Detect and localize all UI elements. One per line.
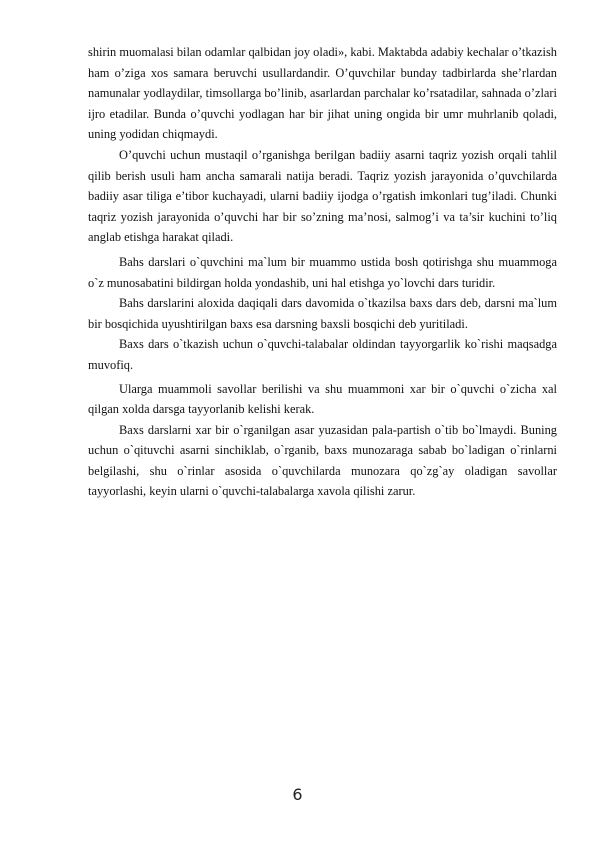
paragraph-2: O’quvchi uchun mustaqil o’rganishga berilgan badiiy asarni taqriz yozish orqali tahlil qilib berish usuli ham ancha samarali natija beradi. Taqriz yozish jarayonida o’quvchilarda badiiy asar tiliga e’tibor kuchayadi, ularni badiiy ijodga o’rgatish imkonlari tug’iladi. Chunki taqriz yozish jarayonida o’quvchi har bir so’zning ma’nosi, salmog’i va ta’sir kuchini to’liq anglab etishga harakat qiladi. [88,147,557,245]
paragraph-5: Baxs dars o`tkazish uchun o`quvchi-talabalar oldindan tayyorgarlik ko`rishi maqsadga muvofiq. [88,337,557,372]
paragraph-7: Baxs darslarni xar bir o`rganilgan asar yuzasidan pala-partish o`tib bo`lmaydi. Buning uchun o`qituvchi asarni sinchiklab, o`rganib, baxs munozaraga sabab bo`ladigan o`rinlarni belgilashi, shu o`rinlar asosida o`quvchilarda munozara qo`zg`ay oladigan savollar tayyorlashi, keyin ularni o`quvchi-talabalarga xavola qilishi zarur. [88,422,557,499]
paragraph-4: Bahs darslarini aloxida daqiqali dars davomida o`tkazilsa baxs dars deb, darsni ma`lum bir bosqichida uyushtirilgan baxs esa darsning baxsli bosqichi deb yuritiladi. [88,296,557,331]
page-number: 6 [292,785,303,804]
body-text [88,42,557,502]
paragraph-6: Ularga muammoli savollar berilishi va shu muammoni xar bir o`quvchi o`zicha xal qilgan xolda darsga tayyorlanib kelishi kerak. [88,381,557,417]
paragraph-1: shirin muomalasi bilan odamlar qalbidan joy oladi», kabi. Maktabda adabiy kechalar o’tkazish ham o’ziga xos samara beruvchi usullardandir. O’quvchilar bunday tadbirlarda she’rlardan namunalar yodlaydilar, timsollarga bo’linib, asarlardan parchalar ko’rsatadilar, sahnada o’zlari ijro etadilar. Bunda o’quvchi yodlagan har bir jihat uning ongida bir umr muhrlanib qoladi, uning yodidan chiqmaydi. [88,45,557,142]
paragraph-3: Bahs darslari o`quvchini ma`lum bir muammo ustida bosh qotirishga shu muammoga o`z munosabatini bildirgan holda yondashib, uni hal etishga yo`lovchi dars turidir. [88,254,557,290]
